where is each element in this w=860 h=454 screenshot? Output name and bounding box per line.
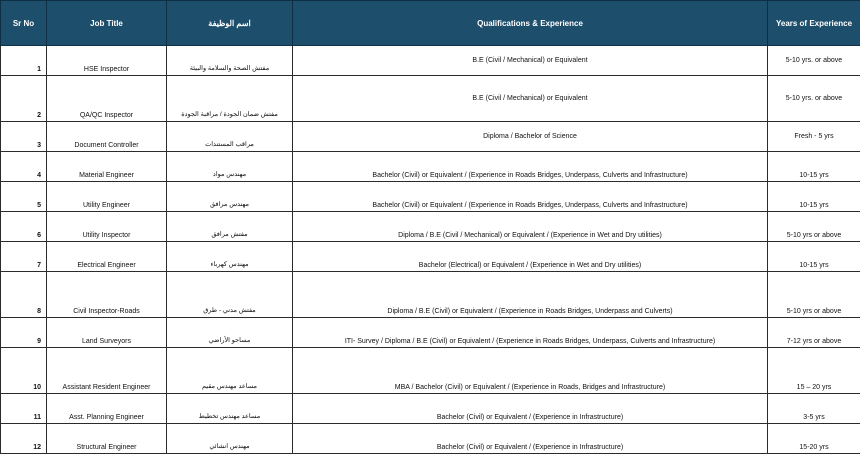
job-title-arabic: مراقب المستندات — [167, 122, 293, 152]
job-title-arabic: مفتش مرافق — [167, 212, 293, 242]
qualifications-cell: Bachelor (Civil) or Equivalent / (Experience in Roads Bridges, Underpass, Culverts and Infrastructure) — [293, 182, 768, 212]
qualifications-cell: MBA / Bachelor (Civil) or Equivalent / (Experience in Roads, Bridges and Infrastructure) — [293, 348, 768, 394]
job-title: Material Engineer — [47, 152, 167, 182]
row-number: 6 — [1, 212, 47, 242]
row-number: 9 — [1, 318, 47, 348]
row-number: 12 — [1, 424, 47, 454]
job-title-arabic: مساعد مهندس مقيم — [167, 348, 293, 394]
row-number: 3 — [1, 122, 47, 152]
job-title: Structural Engineer — [47, 424, 167, 454]
years-cell: 10-15 yrs — [768, 242, 860, 272]
table-row — [1, 46, 860, 76]
job-title-arabic: مهندس انشائي — [167, 424, 293, 454]
years-cell: 3-5 yrs — [768, 394, 860, 424]
years-cell: 5-10 yrs. or above — [768, 46, 860, 76]
job-title-arabic: مهندس مرافق — [167, 182, 293, 212]
years-cell: 5-10 yrs or above — [768, 272, 860, 318]
job-title-arabic: مفتش مدني - طرق — [167, 272, 293, 318]
job-title-arabic: مفتش الصحة والسلامة والبيئة — [167, 46, 293, 76]
years-cell: 10-15 yrs — [768, 152, 860, 182]
qualifications-cell: B.E (Civil / Mechanical) or Equivalent — [293, 46, 768, 76]
qualifications-cell: Bachelor (Electrical) or Equivalent / (Experience in Wet and Dry utilities) — [293, 242, 768, 272]
job-title: Assistant Resident Engineer — [47, 348, 167, 394]
years-cell: 5-10 yrs or above — [768, 212, 860, 242]
job-title: Utility Engineer — [47, 182, 167, 212]
row-number: 2 — [1, 76, 47, 122]
qualifications-cell: Bachelor (Civil) or Equivalent / (Experience in Infrastructure) — [293, 424, 768, 454]
years-cell: 15 – 20 yrs — [768, 348, 860, 394]
job-title-arabic: مفتش ضمان الجودة / مراقبة الجودة — [167, 76, 293, 122]
header-qualifications: Qualifications & Experience — [293, 1, 768, 46]
table-row — [1, 242, 860, 272]
row-number: 11 — [1, 394, 47, 424]
qualifications-cell: ITI- Survey / Diploma / B.E (Civil) or Equivalent / (Experience in Roads Bridges, Underpass, Culverts and Infrastructure) — [293, 318, 768, 348]
years-cell: 5-10 yrs. or above — [768, 76, 860, 122]
table-row — [1, 182, 860, 212]
header-job-title: Job Title — [47, 1, 167, 46]
row-number: 1 — [1, 46, 47, 76]
table-row — [1, 318, 860, 348]
job-title: Document Controller — [47, 122, 167, 152]
job-title-arabic: مهندس كهرباء — [167, 242, 293, 272]
table-row — [1, 348, 860, 394]
years-cell: 10-15 yrs — [768, 182, 860, 212]
job-title-arabic: مساعد مهندس تخطيط — [167, 394, 293, 424]
years-cell: Fresh - 5 yrs — [768, 122, 860, 152]
job-title: HSE Inspector — [47, 46, 167, 76]
table-row — [1, 76, 860, 122]
table-row — [1, 424, 860, 454]
job-title: Asst. Planning Engineer — [47, 394, 167, 424]
job-title-arabic: مساحو الأراضي — [167, 318, 293, 348]
qualifications-cell: Diploma / B.E (Civil) or Equivalent / (Experience in Roads Bridges, Underpass and Culverts) — [293, 272, 768, 318]
qualifications-cell: Diploma / B.E (Civil / Mechanical) or Equivalent / (Experience in Wet and Dry utilities) — [293, 212, 768, 242]
table-row — [1, 272, 860, 318]
header-job-title-arabic: اسم الوظيفة — [167, 1, 293, 46]
row-number: 4 — [1, 152, 47, 182]
table-row — [1, 394, 860, 424]
qualifications-cell: Diploma / Bachelor of Science — [293, 122, 768, 152]
qualifications-cell: B.E (Civil / Mechanical) or Equivalent — [293, 76, 768, 122]
row-number: 8 — [1, 272, 47, 318]
job-title: Utility Inspector — [47, 212, 167, 242]
qualifications-cell: Bachelor (Civil) or Equivalent / (Experience in Infrastructure) — [293, 394, 768, 424]
row-number: 7 — [1, 242, 47, 272]
header-sr-no: Sr No — [1, 1, 47, 46]
table-row — [1, 212, 860, 242]
job-title: Civil Inspector-Roads — [47, 272, 167, 318]
years-cell: 15-20 yrs — [768, 424, 860, 454]
row-number: 10 — [1, 348, 47, 394]
years-cell: 7-12 yrs or above — [768, 318, 860, 348]
job-title-arabic: مهندس مواد — [167, 152, 293, 182]
job-title: QA/QC Inspector — [47, 76, 167, 122]
job-title: Land Surveyors — [47, 318, 167, 348]
job-title: Electrical Engineer — [47, 242, 167, 272]
table-row — [1, 152, 860, 182]
qualifications-cell: Bachelor (Civil) or Equivalent / (Experience in Roads Bridges, Underpass, Culverts and Infrastructure) — [293, 152, 768, 182]
header-row — [1, 1, 860, 46]
table-row — [1, 122, 860, 152]
row-number: 5 — [1, 182, 47, 212]
header-years-experience: Years of Experience — [768, 1, 860, 46]
